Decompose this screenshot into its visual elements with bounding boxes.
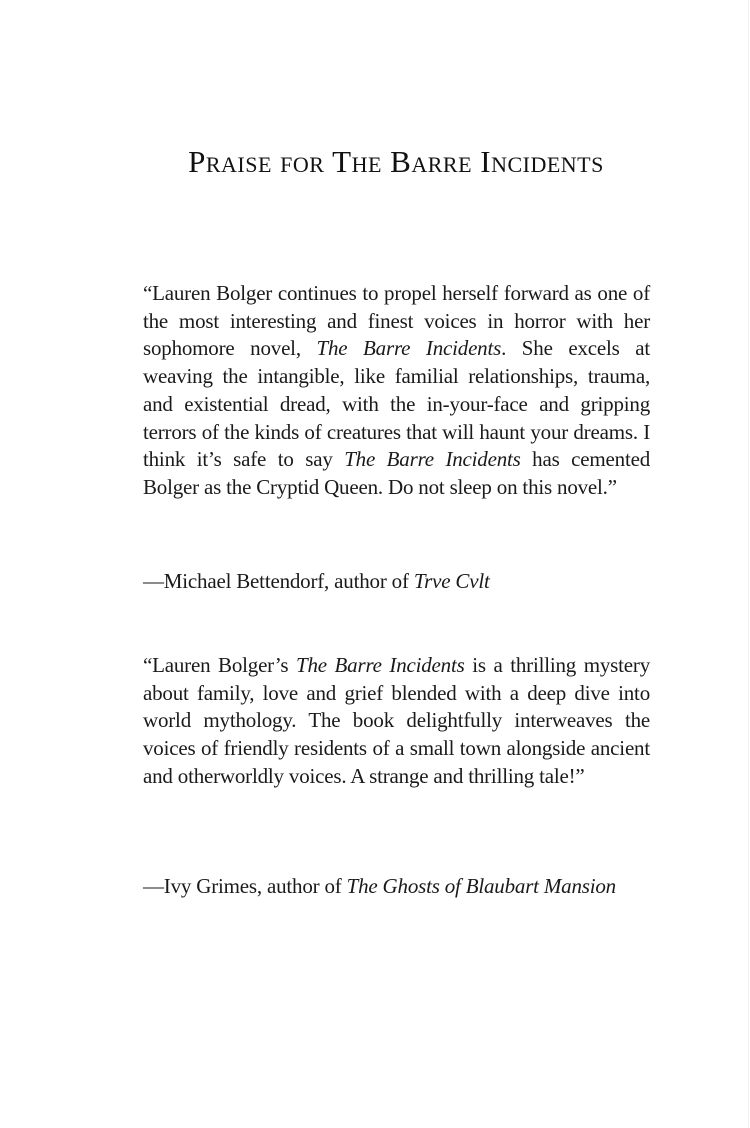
page-title: Praise for The Barre Incidents (188, 144, 604, 179)
endorsement-quote-2 (143, 652, 650, 791)
quote-text-part: has cemented Bolger as the Cryptid Queen. Do not sleep on this novel.” (143, 447, 650, 499)
book-title: The Barre Incidents (296, 653, 465, 677)
attribution-author: —Ivy Grimes, author of (143, 874, 347, 898)
attribution-text (143, 568, 650, 596)
attribution-author: —Michael Bettendorf, author of (143, 569, 414, 593)
book-title: The Barre Incidents (316, 336, 502, 361)
quote-text (143, 652, 650, 791)
quote-text-part: . She excels at weaving the intangible, like familial relationships, trauma, and existential dread, with the in-your-face and gripping terrors of the kinds of creatures that will haunt your dreams. I think it’s safe to say (143, 336, 650, 472)
book-title: The Barre Incidents (344, 447, 521, 472)
quote-text-part: is a thrilling mystery about family, love and grief blended with a deep dive into world mythology. The book delightfully interweaves the voices of friendly residents of a small town alongside ancient and otherworldly voices. A strange and thrilling tale!” (143, 653, 651, 788)
attribution-work: Trve Cvlt (413, 569, 490, 593)
quote-text-part: “Lauren Bolger’s (143, 653, 297, 677)
endorsement-attribution-1 (143, 568, 650, 596)
quote-text-part: “Lauren Bolger continues to propel herself forward as one of the most interesting and finest voices in horror with her sophomore novel, (143, 281, 650, 361)
endorsement-quote-1 (143, 280, 650, 502)
quote-text (143, 280, 650, 502)
attribution-text (143, 873, 650, 901)
endorsement-attribution-2 (143, 873, 650, 901)
attribution-work: The Ghosts of Blaubart Mansion (346, 874, 616, 898)
